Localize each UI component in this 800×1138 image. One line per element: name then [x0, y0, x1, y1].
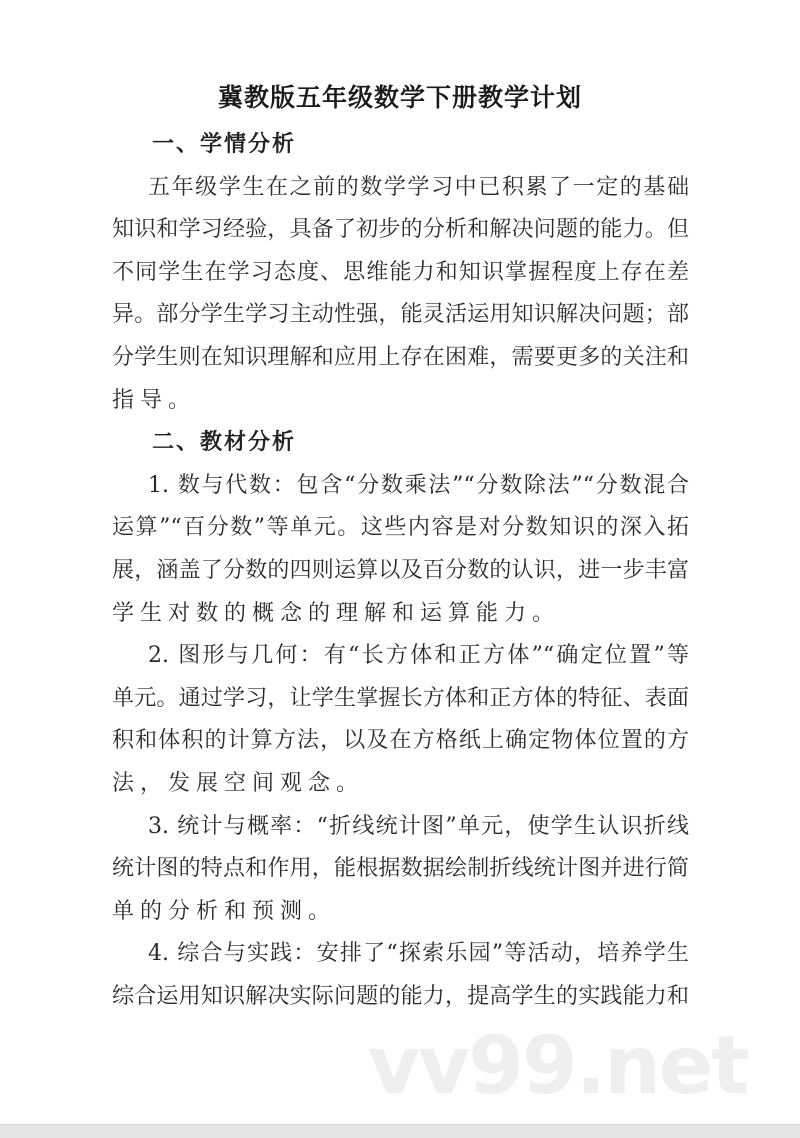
section-heading: 二、教材分析: [152, 430, 297, 456]
watermark: vv99.net: [368, 1019, 748, 1112]
text-line: 1. 数与代数：包含“分数乘法”“分数除法”“分数混合: [148, 472, 689, 498]
paragraph: [112, 933, 689, 1018]
text-line: 分学生则在知识理解和应用上存在困难，需要更多的关注和: [112, 344, 689, 370]
paragraph: [112, 635, 689, 805]
document-title: 冀教版五年级数学下册教学计划: [217, 83, 582, 112]
text-line: 4. 综合与实践：安排了“探索乐园”等活动，培养学生: [148, 941, 689, 967]
text-line: 单元。通过学习，让学生掌握长方体和正方体的特征、表面: [112, 685, 689, 711]
text-line: 3. 统计与概率：“折线统计图”单元，使学生认识折线: [148, 813, 689, 839]
text-line: 法，发展空间观念。: [112, 770, 365, 796]
text-line: 单的分析和预测。: [112, 898, 337, 924]
text-line: 运算”“百分数”等单元。这些内容是对分数知识的深入拓: [112, 515, 689, 541]
text-line: 统计图的特点和作用，能根据数据绘制折线统计图并进行简: [112, 856, 689, 882]
paragraph: [112, 167, 689, 423]
text-line: 综合运用知识解决实际问题的能力，提高学生的实践能力和: [112, 983, 689, 1009]
text-line: 不同学生在学习态度、思维能力和知识掌握程度上存在差: [112, 259, 689, 285]
section-heading: 一、学情分析: [152, 132, 297, 157]
paragraph: [112, 465, 689, 635]
document-body: [112, 124, 689, 1018]
paragraph: [112, 806, 689, 934]
text-line: 积和体积的计算方法，以及在方格纸上确定物体位置的方: [112, 728, 689, 754]
text-line: 指导。: [112, 387, 197, 413]
text-line: 五年级学生在之前的数学学习中已积累了一定的基础: [148, 174, 689, 200]
page-bottom-edge: [0, 1124, 800, 1138]
text-line: 异。部分学生学习主动性强，能灵活运用知识解决问题；部: [112, 302, 689, 328]
text-line: 学生对数的概念的理解和运算能力。: [112, 600, 561, 626]
text-line: 2. 图形与几何：有“长方体和正方体”“确定位置”等: [148, 643, 689, 669]
text-line: 知识和学习经验，具备了初步的分析和解决问题的能力。但: [112, 217, 689, 243]
text-line: 展，涵盖了分数的四则运算以及百分数的认识，进一步丰富: [112, 557, 689, 583]
